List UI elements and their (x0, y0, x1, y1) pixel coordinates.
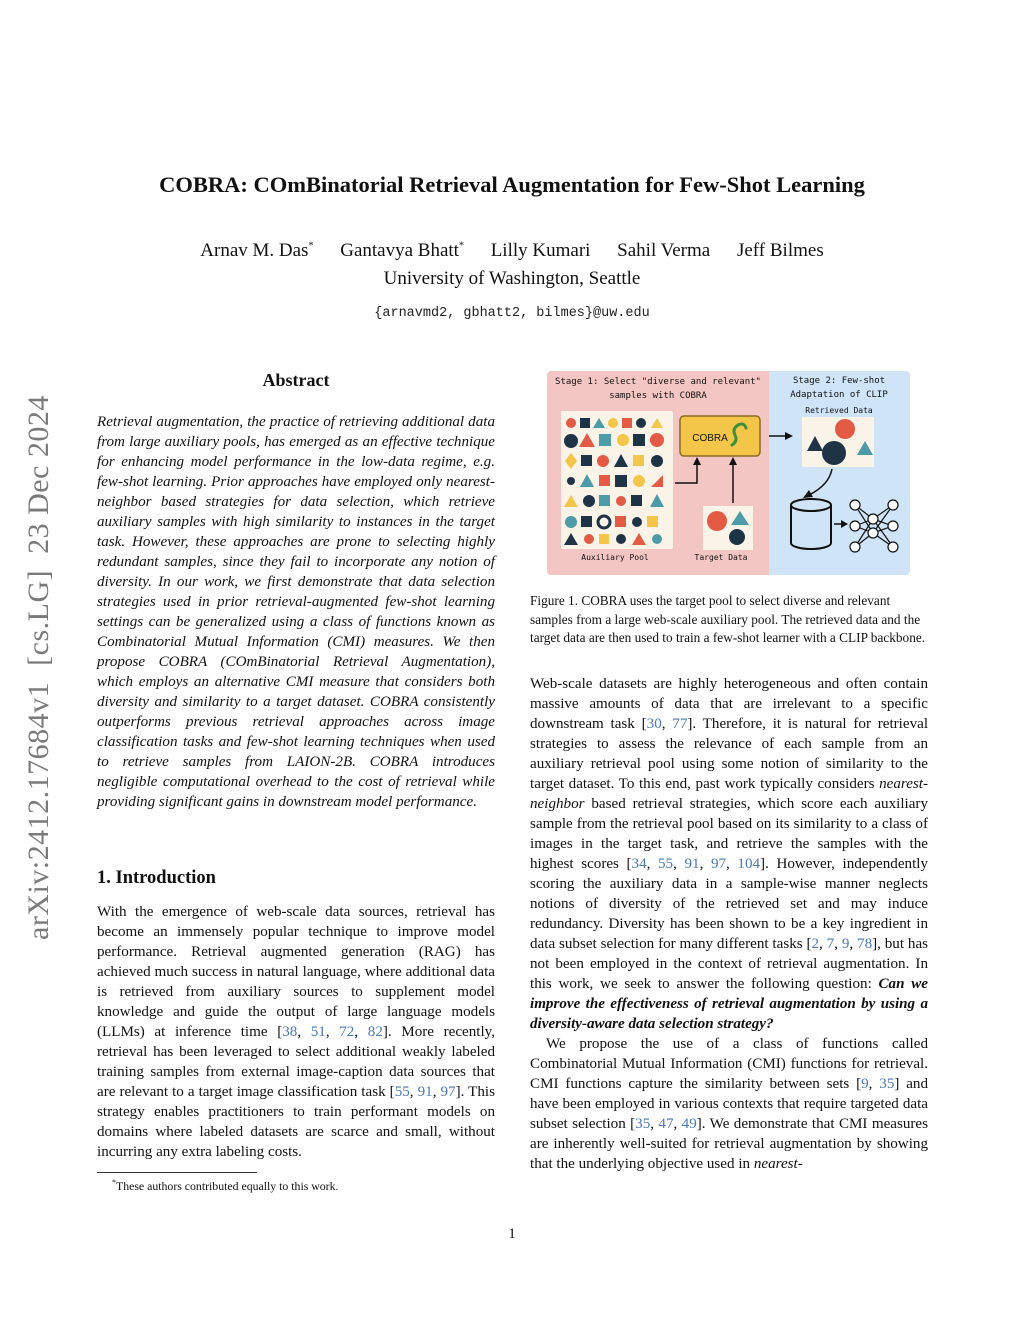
citation-link[interactable]: 91 (417, 1084, 433, 1100)
footnote: *These authors contributed equally to this work. (112, 1178, 339, 1193)
paragraph: Web-scale datasets are highly heterogeneous and often contain massive amounts of data that are irrelevant to a specific downstream task [30, 77]. Therefore, it is natural for retrieval strategies to assess the relevance of each sample from an auxiliary retrieval pool using some notion of similarity to the target dataset. To this end, past work typically considers nearest-neighbor based retrieval strategies, which score each auxiliary sample from the retrieval pool based on its similarity to a class of images in the target task, and retrieve the samples with the highest scores [34, 55, 91, 97, 104]. However, independently scoring the auxiliary data in a sample-wise manner neglects notions of diversity of the retrieved set and may induce redundancy. Diversity has been shown to be a key ingredient in data subset selection for many different tasks [2, 7, 9, 78], but has not been employed in the context of retrieval augmentation. In this work, we seek to answer the following question: Can we improve the effectiveness of retrieval augmentation by using a diversity-aware data selection strategy? (530, 676, 929, 1032)
citation-link[interactable]: 34 (631, 856, 647, 872)
citation-link[interactable]: 55 (658, 856, 674, 872)
retrieved-data-label: Retrieved Data (805, 406, 873, 415)
introduction-heading: 1. Introduction (97, 868, 216, 888)
citation-link[interactable]: 51 (310, 1024, 326, 1040)
citation-link[interactable]: 35 (635, 1116, 651, 1132)
arxiv-stamp: arXiv:2412.17684v1 [cs.LG] 23 Dec 2024 (22, 395, 55, 940)
cobra-box-label: COBRA (692, 433, 728, 444)
abstract-heading: Abstract (262, 370, 330, 390)
citation-link[interactable]: 35 (879, 1076, 895, 1092)
abstract-text: Retrieval augmentation, the practice of retrieving additional data from large auxiliary pools, has emerged as an effective technique for enhancing model performance in the low-data regime, e.g. few-shot learning. Prior approaches have employed only nearest-neighbor based strategies for data selection, which retrieve auxiliary samples with high similarity to instances in the target task. However, these approaches are prone to selecting highly redundant samples, since they fail to incorporate any notion of diversity. In our work, we first demonstrate that data selection strategies used in prior retrieval-augmented few-shot learning settings can be generalized using a class of functions known as Combinatorial Mutual Information (CMI) measures. We then propose COBRA (COmBinatorial Retrieval Augmentation), which employs an alternative CMI measure that considers both diversity and similarity to a target dataset. COBRA consistently outperforms previous retrieval approaches across image classification tasks and few-shot learning techniques when used to retrieve samples from LAION-2B. COBRA introduces negligible computational overhead to the cost of retrieval while providing significant gains in downstream model performance. (97, 414, 495, 810)
author-2: Gantavya Bhatt* (340, 240, 464, 261)
citation-link[interactable]: 30 (646, 716, 662, 732)
citation-link[interactable]: 78 (857, 936, 873, 952)
author-3: Lilly Kumari (490, 240, 591, 261)
citation-link[interactable]: 104 (737, 856, 761, 872)
author-5: Jeff Bilmes (736, 240, 824, 261)
target-data-label: Target Data (694, 553, 748, 562)
citation-link[interactable]: 82 (367, 1024, 383, 1040)
citation-link[interactable]: 97 (710, 856, 727, 872)
stage2-label-line1: Stage 2: Few-shot (792, 376, 886, 386)
citation-link[interactable]: 72 (339, 1024, 355, 1040)
footnote-rule (97, 1172, 257, 1173)
page-number: 1 (508, 1226, 516, 1242)
stage2-label-line2: Adaptation of CLIP (790, 390, 888, 400)
right-column-text (530, 674, 928, 1174)
auxiliary-pool-label: Auxiliary Pool (581, 553, 649, 562)
citation-link[interactable]: 49 (681, 1116, 697, 1132)
citation-link[interactable]: 7 (826, 936, 835, 952)
citation-link[interactable]: 97 (440, 1084, 456, 1100)
citation-link[interactable]: 77 (672, 716, 688, 732)
author-4: Sahil Verma (617, 240, 711, 261)
author-1: Arnav M. Das* (200, 240, 314, 261)
figure-1-diagram (547, 371, 910, 575)
affiliation: University of Washington, Seattle (383, 268, 641, 289)
stage1-label-line1: Stage 1: Select "diverse and relevant" (555, 377, 761, 387)
citation-link[interactable]: 2 (811, 936, 820, 952)
citation-link[interactable]: 9 (861, 1076, 869, 1092)
introduction-paragraph: With the emergence of web-scale data sources, retrieval has become an immensely popular technique to improve model performance. Retrieval augmented generation (RAG) has achieved much success in natural language, where additional data is retrieved from auxiliary sources to supplement model knowledge and guide the output of large language models (LLMs) at inference time [38, 51, 72, 82]. More recently, retrieval has been leveraged to select additional weakly labeled training samples from external image-caption data sources that are relevant to a target image classification task [55, 91, 97]. This strategy enables practitioners to train performant models on domains where labeled datasets are scarce and small, without incurring any extra labeling costs. (97, 904, 496, 1160)
author-list (0, 240, 1024, 262)
paragraph: We propose the use of a class of functions called Combinatorial Mutual Information (CMI) functions for retrieval. CMI functions capture the similarity between sets [9, 35] and have been employed in various contexts that require targeted data subset selection [35, 47, 49]. We demonstrate that CMI measures are inherently well-suited for retrieval augmentation by showing that the underlying objective used in nearest- (530, 1036, 929, 1172)
figure-1-caption: Figure 1. COBRA uses the target pool to select diverse and relevant samples from a large web-scale auxiliary pool. The retrieved data and the target data are then used to train a few-shot learner with a CLIP backbone. (530, 593, 926, 645)
citation-link[interactable]: 38 (282, 1024, 298, 1040)
citation-link[interactable]: 55 (394, 1084, 410, 1100)
paper-title: COBRA: COmBinatorial Retrieval Augmentation for Few-Shot Learning (159, 172, 865, 197)
citation-link[interactable]: 9 (841, 936, 850, 952)
stage1-label-line2: samples with COBRA (609, 391, 707, 401)
citation-link[interactable]: 91 (684, 856, 700, 872)
citation-link[interactable]: 47 (658, 1116, 674, 1132)
author-email[interactable]: {arnavmd2, gbhatt2, bilmes}@uw.edu (374, 306, 650, 321)
